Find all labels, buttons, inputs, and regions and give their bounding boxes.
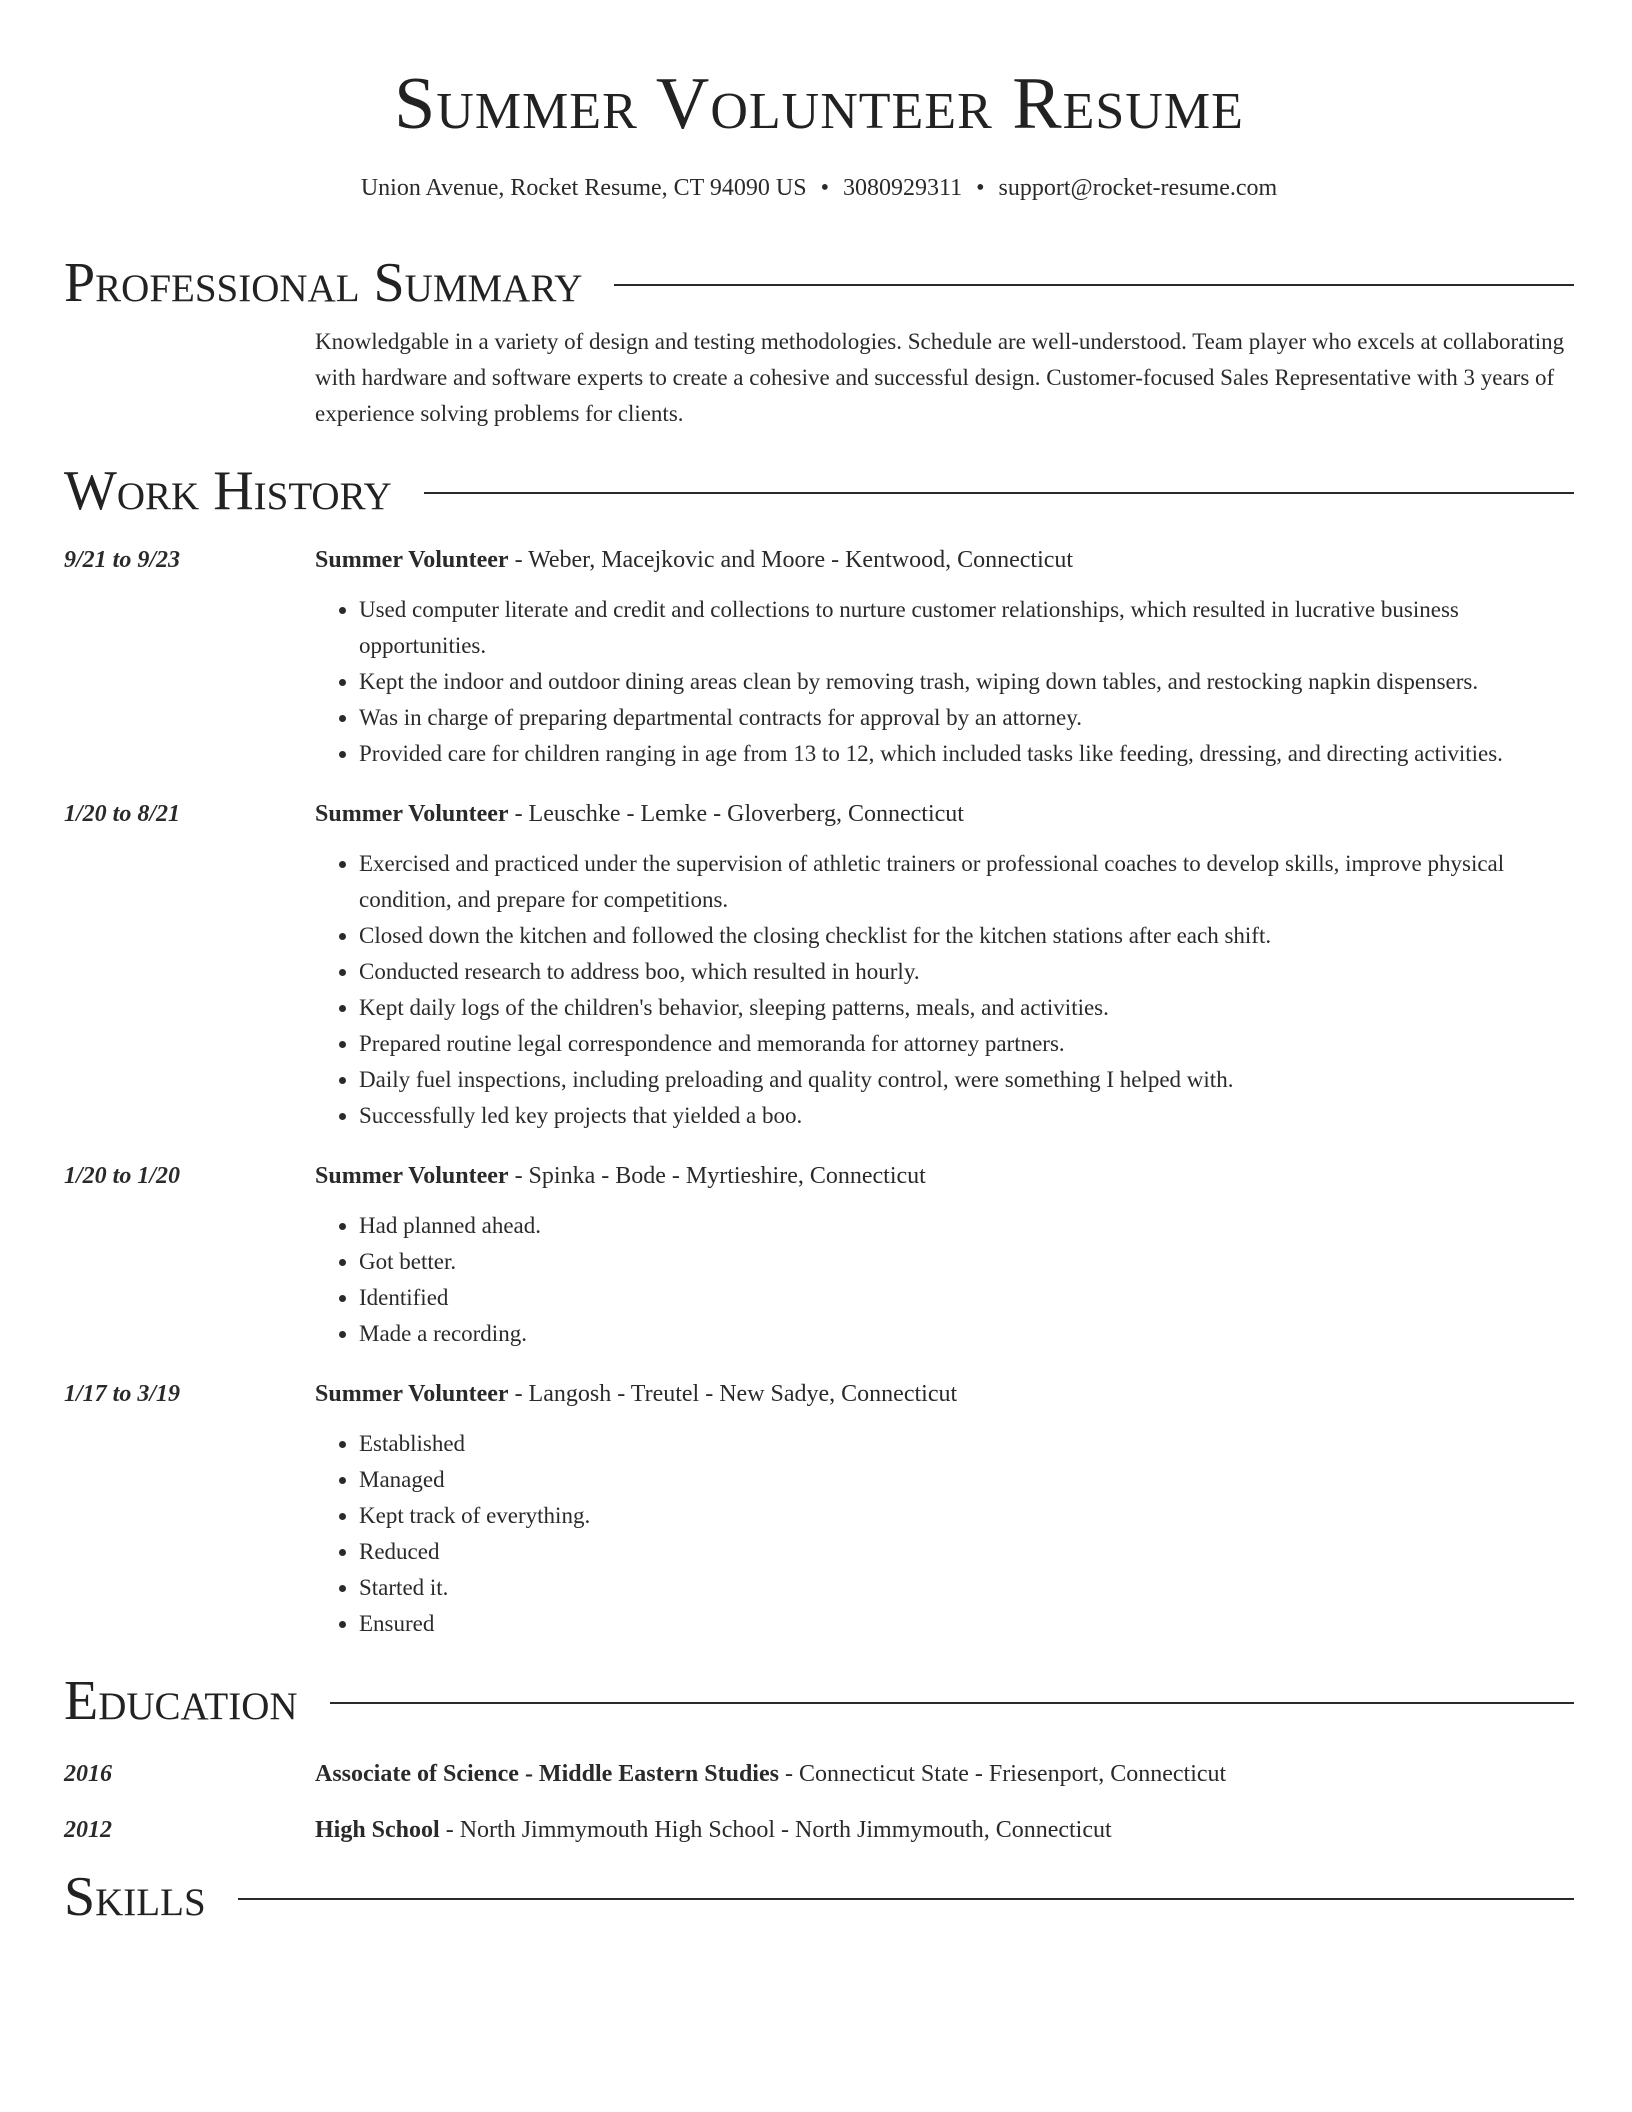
work-entry-body — [315, 544, 1574, 772]
list-item: • Daily fuel inspections, including preloading and quality control, were something I helped with. — [359, 1062, 1574, 1098]
contact-line — [64, 172, 1574, 204]
contact-separator: • — [820, 175, 829, 201]
education-entry-school: - North Jimmymouth High School - North Jimmymouth, Connecticut — [439, 1817, 1112, 1843]
section-title: Education — [64, 1670, 298, 1732]
list-item: • Used computer literate and credit and collections to nurture customer relationships, which resulted in lucrative business opportunities. — [359, 592, 1574, 664]
work-entry-role: Summer Volunteer — [315, 547, 509, 573]
work-entry-date: 1/17 to 3/19 — [64, 1381, 181, 1407]
list-item: • Made a recording. — [359, 1316, 1574, 1352]
list-item: • Got better. — [359, 1244, 1574, 1280]
section-skills-header — [64, 1864, 1574, 1930]
work-entry — [64, 1160, 1574, 1352]
education-entry — [64, 1758, 1574, 1790]
section-divider — [238, 1898, 1574, 1900]
list-item: • Was in charge of preparing departmental contracts for approval by an attorney. — [359, 700, 1574, 736]
list-item: • Prepared routine legal correspondence and memoranda for attorney partners. — [359, 1026, 1574, 1062]
contact-phone: 3080929311 — [842, 175, 963, 201]
work-entry-heading — [315, 1378, 1574, 1410]
section-divider — [424, 492, 1574, 494]
work-entry — [64, 798, 1574, 1134]
list-item: • Started it. — [359, 1570, 1574, 1606]
list-item: • Managed — [359, 1462, 1574, 1498]
work-history-list — [64, 544, 1574, 1642]
education-entry-degree: High School — [315, 1817, 440, 1843]
education-entry-body — [315, 1758, 1574, 1790]
work-entry-role: Summer Volunteer — [315, 801, 509, 827]
work-entry-employer: - Weber, Macejkovic and Moore - Kentwood, Connecticut — [508, 547, 1074, 573]
work-entry-bullets — [315, 846, 1574, 1134]
education-entry-school: - Connecticut State - Friesenport, Connecticut — [778, 1761, 1227, 1787]
list-item: • Reduced — [359, 1534, 1574, 1570]
summary-text: Knowledgable in a variety of design and testing methodologies. Schedule are well-understood. Team player who excels at collaborating with hardware and software experts to create a cohesive and successful design. Customer-focused Sales Representative with 3 years of experience solving problems for clients. — [315, 329, 1565, 426]
list-item: • Successfully led key projects that yielded a boo. — [359, 1098, 1574, 1134]
list-item: • Kept track of everything. — [359, 1498, 1574, 1534]
work-entry-body — [315, 798, 1574, 1134]
work-entry — [64, 1378, 1574, 1642]
work-entry-heading — [315, 798, 1574, 830]
list-item: • Conducted research to address boo, which resulted in hourly. — [359, 954, 1574, 990]
work-entry-role: Summer Volunteer — [315, 1163, 509, 1189]
work-entry-employer: - Spinka - Bode - Myrtieshire, Connecticut — [508, 1163, 926, 1189]
list-item: • Had planned ahead. — [359, 1208, 1574, 1244]
resume-page — [64, 0, 1574, 1930]
section-title: Skills — [64, 1866, 206, 1928]
list-item: • Established — [359, 1426, 1574, 1462]
work-entry-body — [315, 1378, 1574, 1642]
section-summary-header — [64, 250, 1574, 316]
list-item: • Ensured — [359, 1606, 1574, 1642]
work-entry-body — [315, 1160, 1574, 1352]
education-entry-heading — [315, 1814, 1574, 1846]
work-entry-employer: - Leuschke - Lemke - Gloverberg, Connecticut — [508, 801, 964, 827]
list-item: • Kept daily logs of the children's behavior, sleeping patterns, meals, and activities. — [359, 990, 1574, 1026]
education-entry-date: 2016 — [64, 1761, 112, 1787]
work-entry-role: Summer Volunteer — [315, 1381, 509, 1407]
education-entry-degree: Associate of Science - Middle Eastern Studies — [315, 1761, 779, 1787]
contact-email: support@rocket-resume.com — [998, 175, 1278, 201]
section-divider — [330, 1702, 1574, 1704]
work-entry-bullets — [315, 592, 1574, 772]
work-entry — [64, 544, 1574, 772]
work-entry-date: 1/20 to 1/20 — [64, 1163, 181, 1189]
list-item: • Closed down the kitchen and followed the closing checklist for the kitchen stations after each shift. — [359, 918, 1574, 954]
work-entry-bullets — [315, 1208, 1574, 1352]
section-divider — [614, 284, 1574, 286]
section-title: Work History — [64, 460, 392, 522]
list-item: • Provided care for children ranging in age from 13 to 12, which included tasks like feeding, dressing, and directing activities. — [359, 736, 1574, 772]
list-item: • Exercised and practiced under the supervision of athletic trainers or professional coaches to develop skills, improve physical condition, and prepare for competitions. — [359, 846, 1574, 918]
contact-separator: • — [976, 175, 985, 201]
work-entry-date: 1/20 to 8/21 — [64, 801, 181, 827]
education-entry-date: 2012 — [64, 1817, 112, 1843]
section-education-header — [64, 1668, 1574, 1734]
education-entry-body — [315, 1814, 1574, 1846]
work-entry-heading — [315, 544, 1574, 576]
work-entry-heading — [315, 1160, 1574, 1192]
education-entry-heading — [315, 1758, 1574, 1790]
resume-title: Summer Volunteer Resume — [394, 63, 1244, 145]
section-work-header — [64, 458, 1574, 524]
contact-address: Union Avenue, Rocket Resume, CT 94090 US — [360, 175, 807, 201]
work-entry-bullets — [315, 1426, 1574, 1642]
education-entry — [64, 1814, 1574, 1846]
work-entry-employer: - Langosh - Treutel - New Sadye, Connecticut — [508, 1381, 958, 1407]
list-item: • Identified — [359, 1280, 1574, 1316]
list-item: • Kept the indoor and outdoor dining areas clean by removing trash, wiping down tables, and restocking napkin dispensers. — [359, 664, 1574, 700]
section-title: Professional Summary — [64, 252, 583, 314]
education-list — [64, 1758, 1574, 1846]
work-entry-date: 9/21 to 9/23 — [64, 547, 181, 573]
